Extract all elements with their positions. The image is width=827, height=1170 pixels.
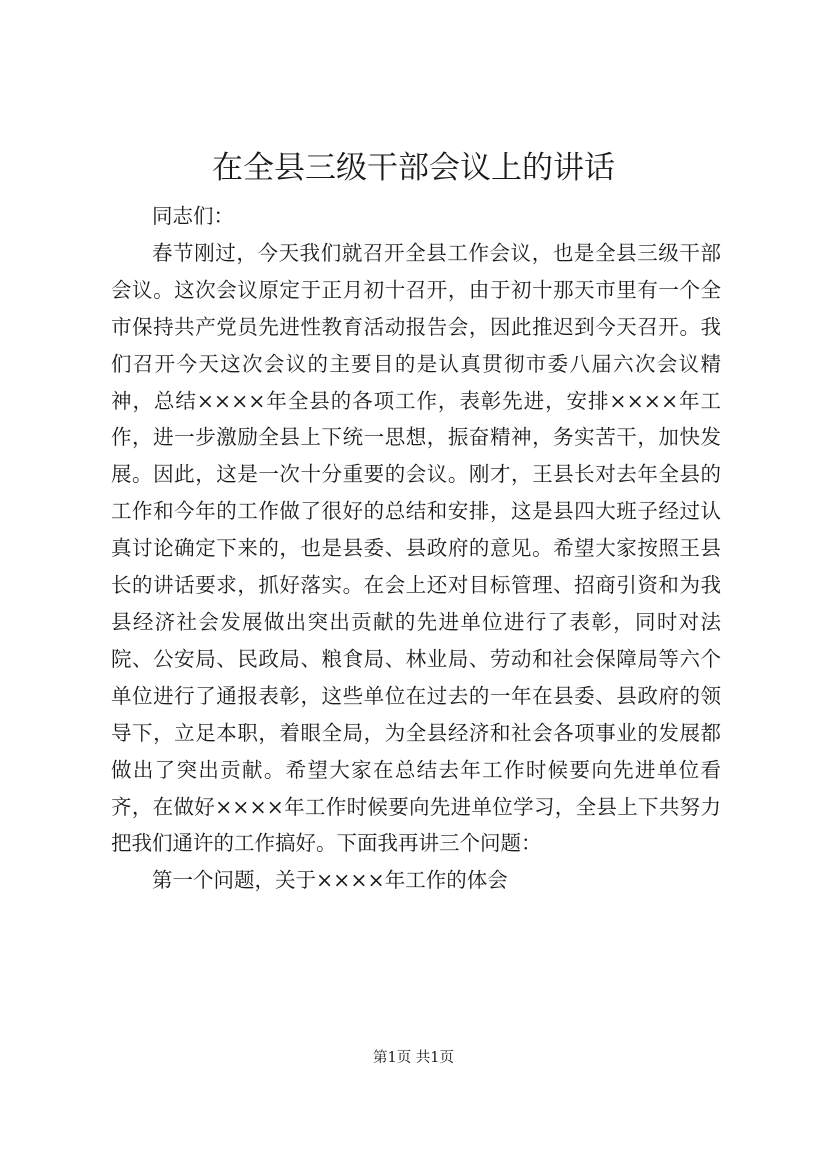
document-title: 在全县三级干部会议上的讲话 [212, 150, 615, 186]
section-heading-paragraph: 第一个问题，关于××××年工作的体会 [152, 868, 508, 893]
document-body [111, 198, 721, 899]
page-footer: 第1页 共1页 [372, 1050, 455, 1066]
body-paragraph: 春节刚过，今天我们就召开全县工作会议，也是全县三级干部会议。这次会议原定于正月初十召开，由于初十那天市里有一个全市保持共产党员先进性教育活动报告会，因此推迟到今天召开。我们召开今天这次会议的主要目的是认真贯彻市委八届六次会议精神，总结××××年全县的各项工作，表彰先进，安排××××年工作，进一步激励全县上下统一思想，振奋精神，务实苦干，加快发展。因此，这是一次十分重要的会议。刚才，王县长对去年全县的工作和今年的工作做了很好的总结和安排，这是县四大班子经过认真讨论确定下来的，也是县委、县政府的意见。希望大家按照王县长的讲话要求，抓好落实。在会上还对目标管理、招商引资和为我县经济社会发展做出突出贡献的先进单位进行了表彰，同时对法院、公安局、民政局、粮食局、林业局、劳动和社会保障局等六个单位进行了通报表彰，这些单位在过去的一年在县委、县政府的领导下，立足本职，着眼全局，为全县经济和社会各项事业的发展都做出了突出贡献。希望大家在总结去年工作时候要向先进单位看齐，在做好××××年工作时候要向先进单位学习，全县上下共努力把我们通许的工作搞好。下面我再讲三个问题： [111, 240, 721, 856]
salutation-paragraph: 同志们： [152, 204, 234, 228]
